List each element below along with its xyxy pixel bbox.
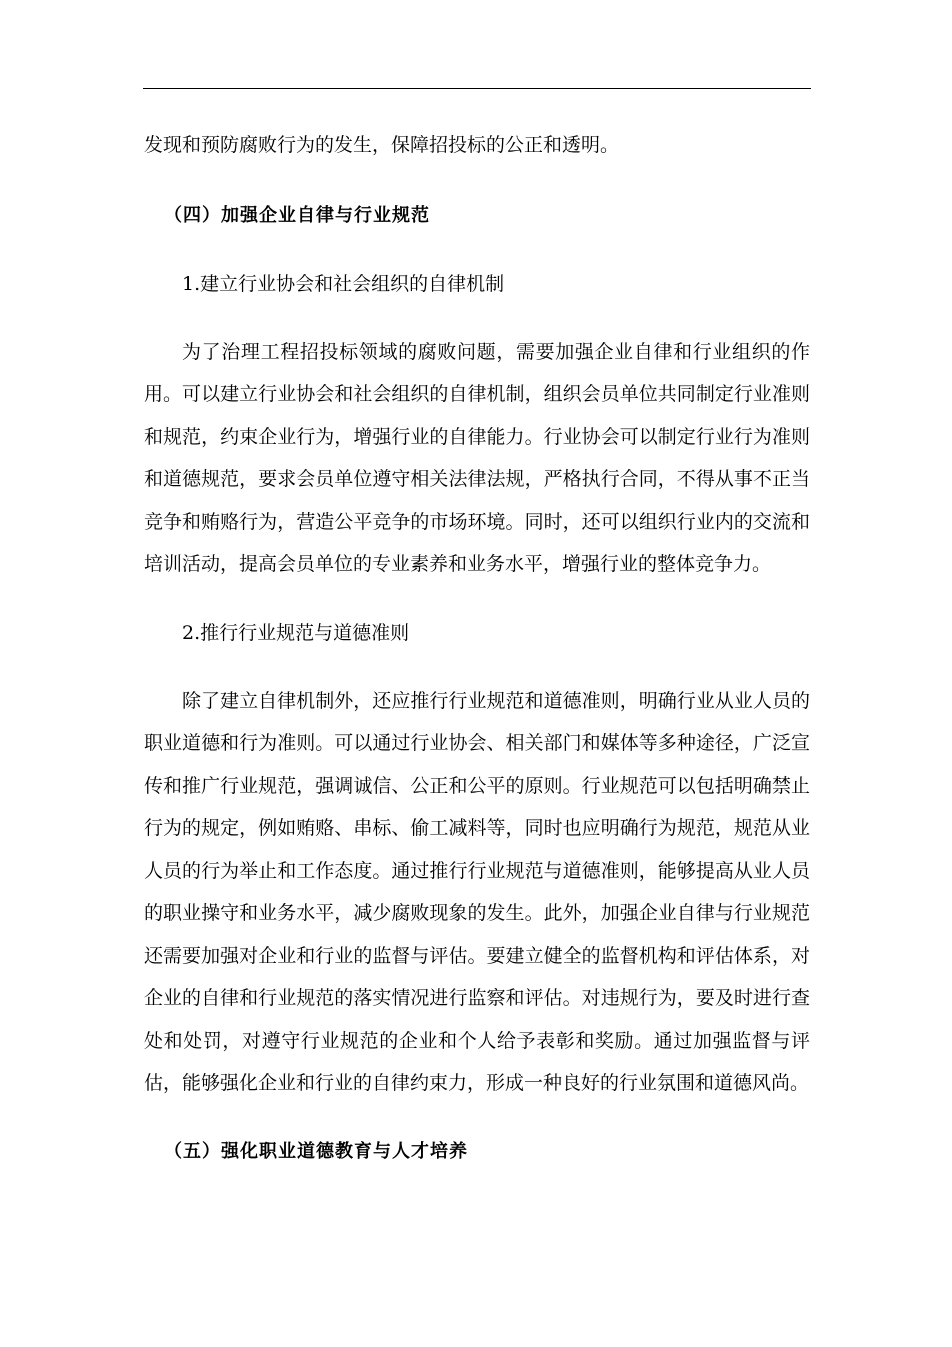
section-heading-4: （四）加强企业自律与行业规范 [164, 204, 430, 226]
continuation-paragraph: 发现和预防腐败行为的发生，保障招投标的公正和透明。 [144, 134, 620, 156]
header-rule [143, 88, 811, 89]
subheading-2: 2.推行行业规范与道德准则 [182, 621, 410, 644]
paragraph-industry-norms: 除了建立自律机制外，还应推行行业规范和道德准则，明确行业从业人员的职业道德和行为准则。可以通过行业协会、相关部门和媒体等多种途径，广泛宣传和推广行业规范，强调诚信、公正和公平的原则。行业规范可以包括明确禁止行为的规定，例如贿赂、串标、偷工减料等，同时也应明确行为规范，规范从业人员的行为举止和工作态度。通过推行行业规范与道德准则，能够提高从业人员的职业操守和业务水平，减少腐败现象的发生。此外，加强企业自律与行业规范还需要加强对企业和行业的监督与评估。要建立健全的监督机构和评估体系，对企业的自律和行业规范的落实情况进行监察和评估。对违规行为，要及时进行查处和处罚，对遵守行业规范的企业和个人给予表彰和奖励。通过加强监督与评估，能够强化企业和行业的自律约束力，形成一种良好的行业氛围和道德风尚。 [144, 689, 810, 1094]
section-heading-5: （五）强化职业道德教育与人才培养 [164, 1140, 468, 1162]
subheading-1: 1.建立行业协会和社会组织的自律机制 [182, 272, 505, 295]
paragraph-self-discipline: 为了治理工程招投标领域的腐败问题，需要加强企业自律和行业组织的作用。可以建立行业协会和社会组织的自律机制，组织会员单位共同制定行业准则和规范，约束企业行为，增强行业的自律能力。行业协会可以制定行业行为准则和道德规范，要求会员单位遵守相关法律法规，严格执行合同，不得从事不正当竞争和贿赂行为，营造公平竞争的市场环境。同时，还可以组织行业内的交流和培训活动，提高会员单位的专业素养和业务水平，增强行业的整体竞争力。 [144, 340, 810, 575]
document-body [144, 124, 810, 1173]
